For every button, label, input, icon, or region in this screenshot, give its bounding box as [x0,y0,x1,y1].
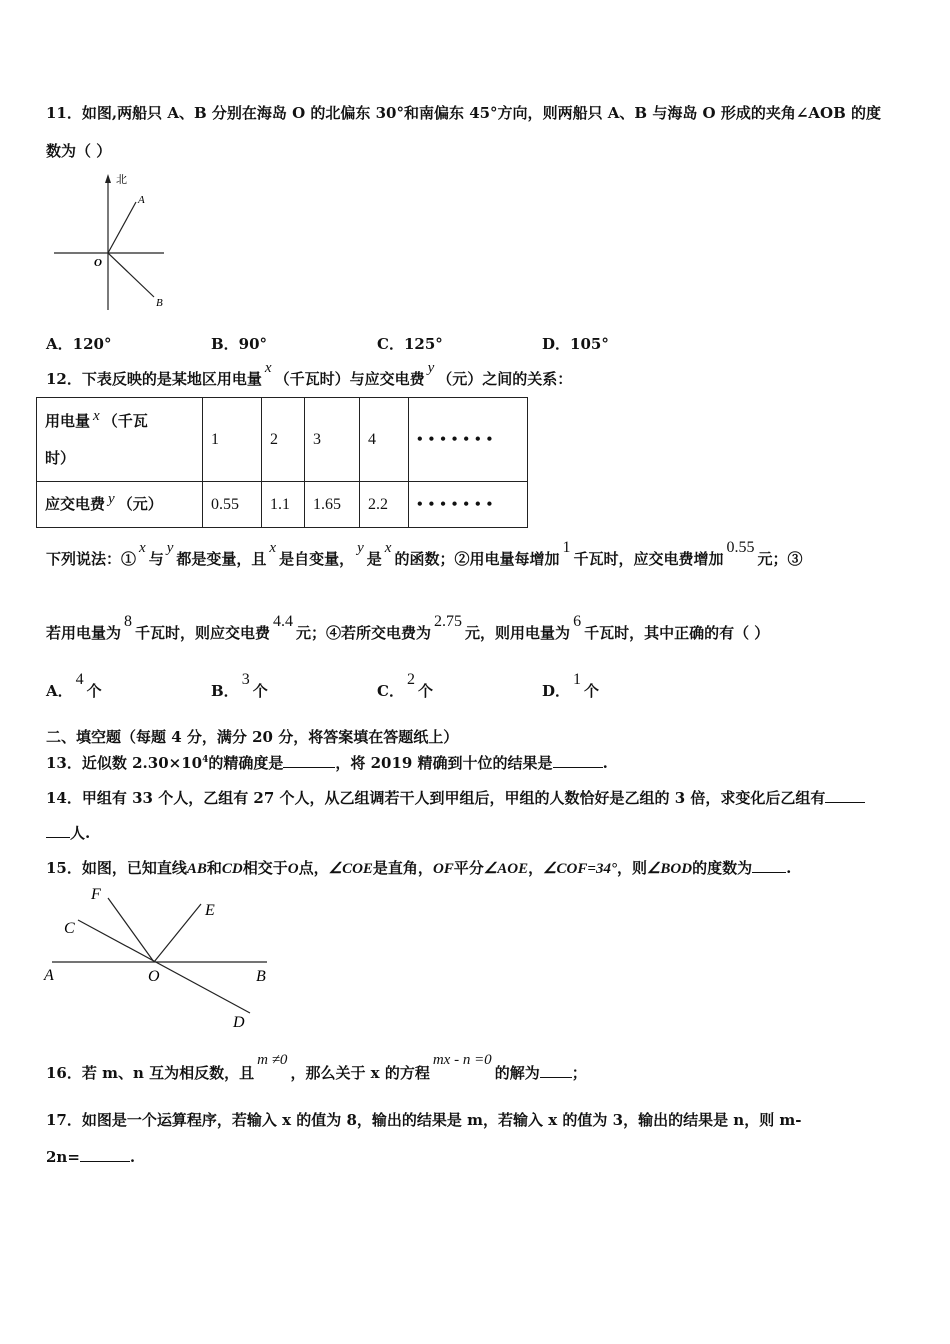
q11-stem-line1: 11．如图,两船只 A、B 分别在海岛 O 的北偏东 30°和南偏东 45°方向，则两船只 A、B 与海岛 O 形成的夹角∠AOB 的度 [46,104,882,122]
q12-s7: 是自变量， [279,550,355,568]
q15-text-d: 点， [298,859,329,877]
q12-t7: 元，则用电量为 [465,624,571,642]
q17-line2 [46,1147,135,1166]
q13-text-a: 13．近似数 2.30×10 [46,754,203,772]
q17-text: 2n= [46,1148,80,1166]
q11-stem-line2: 数为（ ） [46,142,112,160]
q12-s9: 是 [366,550,382,568]
q15-text-b: 和 [206,859,222,877]
q11-label-o: O [94,257,102,269]
q13-text-d: . [602,754,608,772]
q15-text-h: ，则 [616,859,647,877]
q12-row1-cell: 3 [305,398,360,482]
q12-row2-header-a: 应交电费 [45,495,106,513]
q12-s4: y [166,540,174,556]
q11-label-b: B [156,297,163,309]
q12-option-d-num: 1 [573,671,582,688]
q16-condition: m ≠0 [257,1052,288,1068]
q12-row1-cell: 2 [262,398,305,482]
q16-equation: mx - n =0 [432,1052,492,1068]
q15-label-f: F [91,886,101,903]
q12-s1: 下列说法：① [46,550,137,568]
q12-s2: x [139,540,146,556]
q12-t3: 千瓦时，则应交电费 [135,624,271,642]
q12-option-c[interactable] [377,671,433,701]
q12-row1-header [37,398,203,482]
q12-table [36,397,528,528]
q12-s8: y [357,540,364,556]
q15-label-b: B [256,968,266,985]
q15-line-cd: CD [221,861,243,877]
q12-option-a[interactable] [46,671,102,701]
q12-stem-text-a: 12．下表反映的是某地区用电量 [46,370,262,388]
q12-t1: 若用电量为 [46,624,122,642]
q12-t2: 8 [124,613,133,630]
q12-stem-text-b: （千瓦时）与应交电费 [274,370,425,388]
q16-line [46,1052,587,1083]
q12-s12: 1 [562,539,571,556]
q15-ray-of [108,898,154,962]
q13-text-c: ，将 2019 精确到十位的结果是 [335,754,553,772]
q15-line-ab: AB [186,861,207,877]
q12-stem-var-y: y [427,360,435,376]
q12-row1-cell: 4 [360,398,409,482]
q12-option-c-num: 2 [406,671,415,688]
q15-label-e: E [205,902,215,919]
q17-text-end: . [129,1148,136,1166]
q16-text-a: 16．若 m、n 互为相反数，且 [46,1064,255,1082]
q15-point-o: O [287,861,299,877]
q12-option-b-letter: B． [211,682,239,700]
q15-ray-oe [154,904,201,962]
q15-ray-of: OF [432,861,454,877]
q16-text-d: ； [571,1064,587,1082]
q12-row2-header-b: （元） [117,495,163,513]
q12-t4: 4.4 [273,613,294,630]
q12-option-a-unit: 个 [86,682,102,700]
q12-s15: 元；③ [757,550,803,568]
q15-label-d: D [233,1014,245,1031]
q12-row1-header-b: （千瓦 [102,412,148,430]
q12-option-b[interactable] [211,671,268,701]
q14-blank-part1[interactable] [825,788,865,803]
q15-angle-bod: ∠BOD [646,861,693,877]
q17-line1: 17．如图是一个运算程序，若输入 x 的值为 8，输出的结果是 m，若输入 x 的值为 3，输出的结果是 n，则 m- [46,1111,802,1129]
q16-text-c: 的解为 [494,1064,540,1082]
q12-option-c-letter: C． [377,682,404,700]
q15-text-a: 15．如图，已知直线 [46,859,187,877]
q12-statements-line2 [46,613,770,643]
q12-t5: 元；④若所交电费为 [296,624,432,642]
q11-option-d[interactable]: D．105° [542,335,609,353]
q12-option-d-unit: 个 [584,682,600,700]
q12-row1-header-c: 时） [45,449,76,467]
q12-row1-header-a: 用电量 [45,412,91,430]
q12-s3: 与 [148,550,164,568]
q12-t6: 2.75 [434,613,463,630]
q12-option-a-letter: A． [46,682,73,700]
q12-s14: 0.55 [726,539,755,556]
q14-line2 [46,822,90,843]
q12-option-b-unit: 个 [252,682,268,700]
q11-option-a[interactable]: A．120° [46,335,112,353]
q15-label-c: C [64,920,75,937]
q13-exponent: 4 [202,755,209,765]
q12-option-c-unit: 个 [417,682,433,700]
q12-s5: 都是变量，且 [176,550,267,568]
q12-row2-cell: 1.1 [262,482,305,528]
q12-stem [46,360,573,389]
q15-text-c: 相交于 [242,859,288,877]
q12-t9: 千瓦时，其中正确的有（ ） [584,624,770,642]
q12-row2-cell: 1.65 [305,482,360,528]
q11-label-north: 北 [116,174,127,186]
q11-ray-oa [108,202,136,253]
q15-angle-coe: ∠COE [328,861,373,877]
q14-line1 [46,787,865,808]
q13-blank-2[interactable] [553,753,603,768]
q11-option-c[interactable]: C．125° [377,335,443,353]
q11-label-a: A [138,194,145,206]
q12-s13: 千瓦时，应交电费增加 [573,550,724,568]
q12-row2-cell: 0.55 [203,482,262,528]
q15-angle-aoe: ∠AOE [483,861,529,877]
q13-line [46,752,608,773]
q12-option-d-letter: D． [542,682,571,700]
section-2-heading: 二、填空题（每题 4 分，满分 20 分，将答案填在答题纸上） [46,728,459,746]
q15-blank[interactable] [752,858,786,873]
q12-table-row-usage [37,398,528,482]
q16-blank[interactable] [540,1063,572,1078]
q12-statements-line1 [46,539,803,569]
q12-s11: 的函数；②用电量每增加 [394,550,560,568]
q12-s6: x [269,540,277,556]
q12-stem-text-c: （元）之间的关系： [437,370,573,388]
q15-text-f: 平分 [453,859,484,877]
q12-option-a-num: 4 [75,671,84,688]
q12-stem-var-x: x [264,360,272,376]
q11-ray-ob [108,253,154,297]
q15-label-a: A [44,967,54,984]
q16-text-b: ，那么关于 x 的方程 [290,1064,430,1082]
q15-text-e: 是直角， [372,859,433,877]
q11-figure [46,168,176,318]
q12-row1-cell: 1 [203,398,262,482]
q15-stem [46,857,791,878]
q12-s10: x [384,540,392,556]
q12-row2-ellipsis: • • • • • • • [409,482,528,528]
q12-table-row-fee [37,482,528,528]
q15-line-cd [78,920,250,1013]
q12-row2-cell: 2.2 [360,482,409,528]
q15-text-j: . [786,859,792,877]
q14-blank-part2[interactable] [46,823,70,838]
q15-label-o: O [148,968,160,985]
q17-blank[interactable] [80,1147,130,1162]
q12-t8: 6 [573,613,582,630]
q13-text-b: 的精确度是 [208,754,284,772]
q15-angle-cof: ∠COF=34° [543,861,617,877]
q12-row2-header-y: y [108,491,115,507]
q14-text: 14．甲组有 33 个人，乙组有 27 个人，从乙组调若干人到甲组后，甲组的人数恰好是乙组的 3 倍，求变化后乙组有 [46,789,826,807]
q14-text-end: 人. [70,824,91,842]
q15-figure [40,880,275,1035]
q12-option-b-num: 3 [241,671,250,688]
q12-row1-header-x: x [93,408,100,424]
q12-option-d[interactable] [542,671,600,701]
q15-text-i: 的度数为 [692,859,753,877]
q11-north-arrowhead [105,174,111,183]
q15-text-g: ， [528,859,544,877]
q13-blank-1[interactable] [283,753,335,768]
q12-row2-header [37,482,203,528]
q12-row1-ellipsis: • • • • • • • [409,398,528,482]
q11-option-b[interactable]: B．90° [211,335,268,353]
